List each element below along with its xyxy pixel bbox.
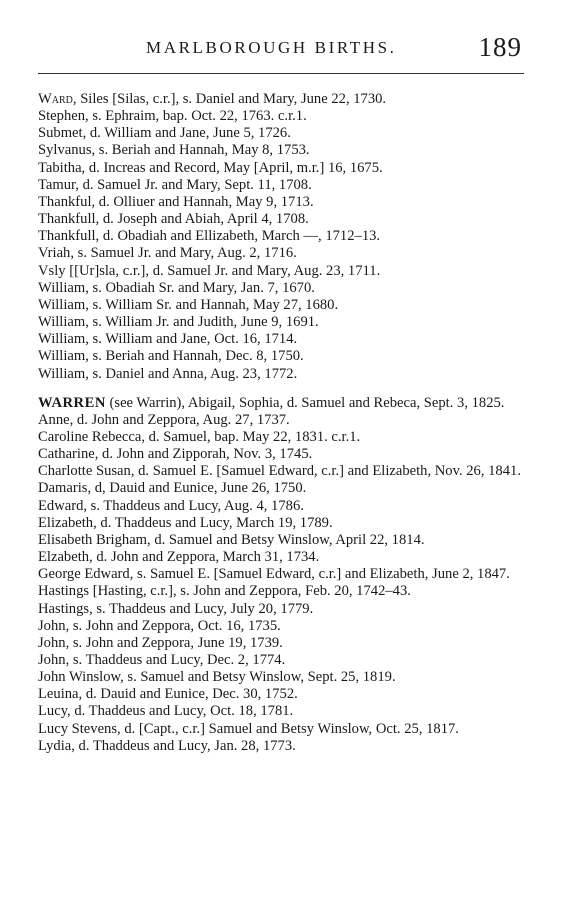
section-gap <box>38 383 528 395</box>
record-entry: Caroline Rebecca, d. Samuel, bap. May 22, 1831. c.r.1. <box>38 428 361 445</box>
record-entry: John, s. Thaddeus and Lucy, Dec. 2, 1774. <box>38 652 286 668</box>
record-entry: Vsly [[Ur]sla, c.r.], d. Samuel Jr. and Mary, Aug. 23, 1711. <box>38 262 381 279</box>
record-entry: Damaris, d, Dauid and Eunice, June 26, 1750. <box>38 480 307 497</box>
record-entry: Stephen, s. Ephraim, bap. Oct. 22, 1763. c.r.1. <box>38 108 307 125</box>
warren-first-entry <box>38 395 528 412</box>
record-entry: Hastings, s. Thaddeus and Lucy, July 20, 1779. <box>38 600 314 617</box>
record-entry: Edward, s. Thaddeus and Lucy, Aug. 4, 1786. <box>38 497 304 514</box>
running-title: MARLBOROUGH BIRTHS. <box>146 38 397 57</box>
record-entry: Thankful, d. Olliuer and Hannah, May 9, 1713. <box>38 193 314 210</box>
record-entry: Lydia, d. Thaddeus and Lucy, Jan. 28, 1773. <box>38 737 296 754</box>
record-entry: Charlotte Susan, d. Samuel E. [Samuel Edward, c.r.] and Elizabeth, Nov. 26, 1841. <box>38 463 521 480</box>
page-header <box>38 30 524 70</box>
record-entry: William, s. William and Jane, Oct. 16, 1714. <box>38 331 298 348</box>
record-entry: William, s. Beriah and Hannah, Dec. 8, 1750. <box>38 348 304 365</box>
surname-warren: WARREN <box>38 394 106 411</box>
record-entry: Vriah, s. Samuel Jr. and Mary, Aug. 2, 1716. <box>38 245 297 262</box>
record-entry: John Winslow, s. Samuel and Betsy Winslow, Sept. 25, 1819. <box>38 669 396 686</box>
record-entry: Lucy Stevens, d. [Capt., c.r.] Samuel and Betsy Winslow, Oct. 25, 1817. <box>38 720 459 737</box>
record-entry: John, s. John and Zeppora, Oct. 16, 1735. <box>38 617 281 634</box>
record-entry: Anne, d. John and Zeppora, Aug. 27, 1737. <box>38 411 290 428</box>
record-entry: William, s. Daniel and Anna, Aug. 23, 1772. <box>38 365 298 382</box>
record-entry: Hastings [Hasting, c.r.], s. John and Zeppora, Feb. 20, 1742–43. <box>38 583 411 600</box>
record-entry: John, s. John and Zeppora, June 19, 1739. <box>38 634 283 651</box>
record-entry: Catharine, d. John and Zipporah, Nov. 3, 1745. <box>38 446 313 463</box>
record-entry: Elizabeth, d. Thaddeus and Lucy, March 19, 1789. <box>38 514 333 531</box>
ward-first-entry <box>38 91 528 108</box>
record-entry: Elzabeth, d. John and Zeppora, March 31, 1734. <box>38 549 320 566</box>
page-number: 189 <box>478 32 522 62</box>
header-rule <box>38 73 524 74</box>
ward-first-entry-text: Siles [Silas, c.r.], s. Daniel and Mary, June 22, 1730. <box>76 91 387 107</box>
record-entry: Sylvanus, s. Beriah and Hannah, May 8, 1753. <box>38 142 310 159</box>
record-entry: George Edward, s. Samuel E. [Samuel Edward, c.r.] and Elizabeth, June 2, 1847. <box>38 566 510 583</box>
record-entry: William, s. Obadiah Sr. and Mary, Jan. 7, 1670. <box>38 279 315 296</box>
record-entry: William, s. William Jr. and Judith, June 9, 1691. <box>38 314 319 331</box>
record-entry: Leuina, d. Dauid and Eunice, Dec. 30, 1752. <box>38 686 298 703</box>
record-entry: Thankfull, d. Joseph and Abiah, April 4, 1708. <box>38 211 309 228</box>
record-entry: Lucy, d. Thaddeus and Lucy, Oct. 18, 1781. <box>38 703 294 720</box>
record-entry: Thankfull, d. Obadiah and Ellizabeth, March —, 1712–13. <box>38 228 381 245</box>
record-entry: Submet, d. William and Jane, June 5, 1726. <box>38 125 291 142</box>
ward-entries <box>38 108 528 383</box>
birth-records <box>38 91 528 755</box>
record-entry: Elisabeth Brigham, d. Samuel and Betsy Winslow, April 22, 1814. <box>38 531 425 548</box>
record-entry: Tamur, d. Samuel Jr. and Mary, Sept. 11, 1708. <box>38 176 312 193</box>
warren-first-entry-text: (see Warrin), Abigail, Sophia, d. Samuel and Rebeca, Sept. 3, 1825. <box>105 394 505 411</box>
record-entry: William, s. William Sr. and Hannah, May 27, 1680. <box>38 296 339 313</box>
warren-entries <box>38 412 528 755</box>
record-entry: Tabitha, d. Increas and Record, May [April, m.r.] 16, 1675. <box>38 159 383 176</box>
surname-ward: Ward, <box>38 91 77 107</box>
